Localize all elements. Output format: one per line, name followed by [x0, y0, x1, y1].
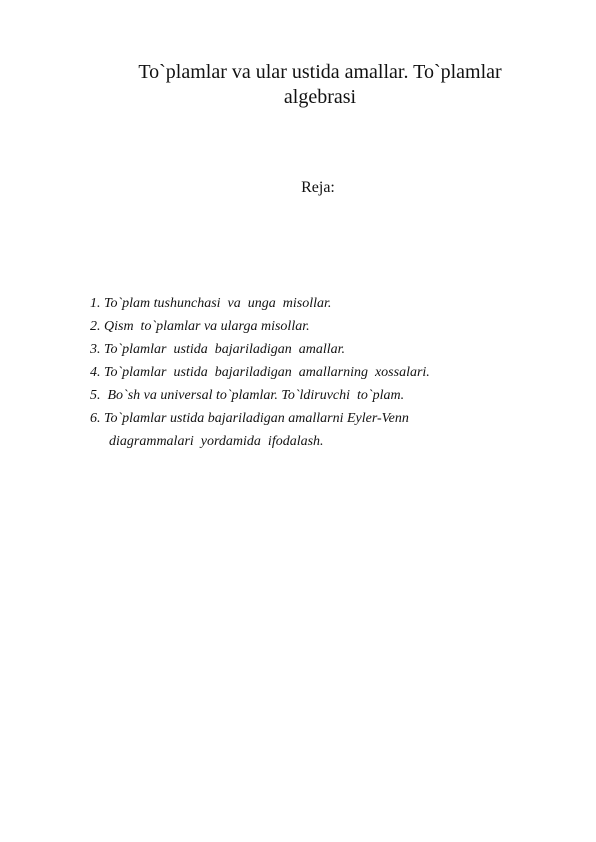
title-line-2: algebrasi	[283, 86, 357, 108]
plan-item: 6. To`plamlar ustida bajariladigan amallarni Eyler-Venn	[90, 411, 409, 426]
plan-item: 3. To`plamlar ustida bajariladigan amallar.	[90, 342, 346, 357]
plan-item: 1. To`plam tushunchasi va unga misollar.	[90, 296, 332, 311]
document-title	[100, 60, 540, 110]
plan-heading: Reja:	[301, 179, 335, 196]
plan-item: 4. To`plamlar ustida bajariladigan amallarning xossalari.	[90, 365, 430, 380]
title-line-1: To`plamlar va ular ustida amallar. To`plamlar	[138, 61, 502, 83]
plan-item-continuation: diagrammalari yordamida ifodalash.	[109, 434, 324, 449]
plan-item: 5. Bo`sh va universal to`plamlar. To`ldiruvchi to`plam.	[90, 388, 405, 403]
plan-item: 2. Qism to`plamlar va ularga misollar.	[90, 319, 310, 334]
plan-list	[90, 292, 550, 453]
